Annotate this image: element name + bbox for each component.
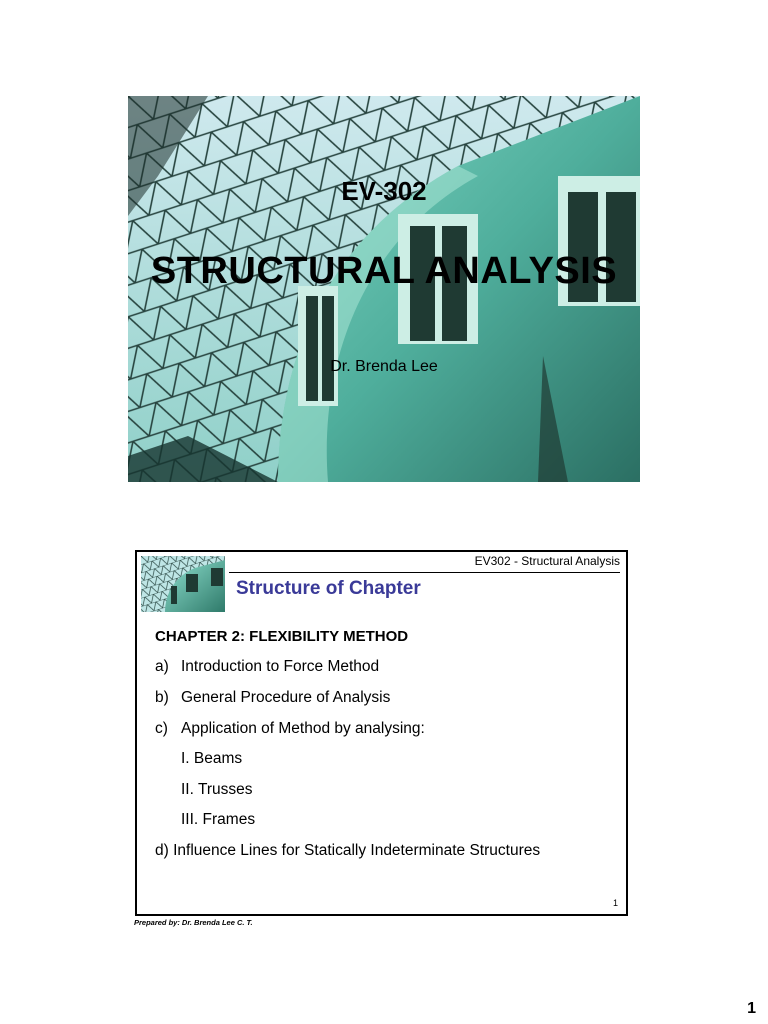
sub-item: II. Trusses bbox=[181, 781, 253, 798]
author-name: Dr. Brenda Lee bbox=[330, 358, 438, 375]
list-item-d: d) Influence Lines for Statically Indeterminate Structures bbox=[155, 842, 541, 859]
header-divider bbox=[229, 572, 620, 573]
page-number: 1 bbox=[747, 1000, 756, 1017]
list-text: Introduction to Force Method bbox=[181, 658, 380, 675]
content-slide bbox=[135, 550, 628, 916]
sub-item: III. Frames bbox=[181, 811, 256, 828]
list-item bbox=[155, 720, 425, 738]
list-marker: b) bbox=[155, 689, 169, 706]
list-item bbox=[155, 658, 379, 676]
atrium-thumbnail bbox=[141, 556, 225, 612]
list-text: Application of Method by analysing: bbox=[181, 720, 425, 737]
slide-header: EV302 - Structural Analysis bbox=[474, 554, 620, 568]
list-marker: c) bbox=[155, 720, 168, 737]
slide-title: Structure of Chapter bbox=[236, 578, 421, 599]
presentation-title: STRUCTURAL ANALYSIS bbox=[150, 250, 618, 292]
sub-item: I. Beams bbox=[181, 750, 243, 767]
list-marker: a) bbox=[155, 658, 169, 675]
list-item bbox=[155, 689, 390, 707]
list-text: General Procedure of Analysis bbox=[181, 689, 391, 706]
prepared-by: Prepared by: Dr. Brenda Lee C. T. bbox=[134, 918, 253, 927]
chapter-heading: CHAPTER 2: FLEXIBILITY METHOD bbox=[155, 628, 409, 645]
course-code: EV-302 bbox=[341, 176, 427, 206]
window-left bbox=[298, 286, 338, 406]
slide-number: 1 bbox=[612, 898, 618, 908]
title-slide bbox=[128, 96, 640, 482]
